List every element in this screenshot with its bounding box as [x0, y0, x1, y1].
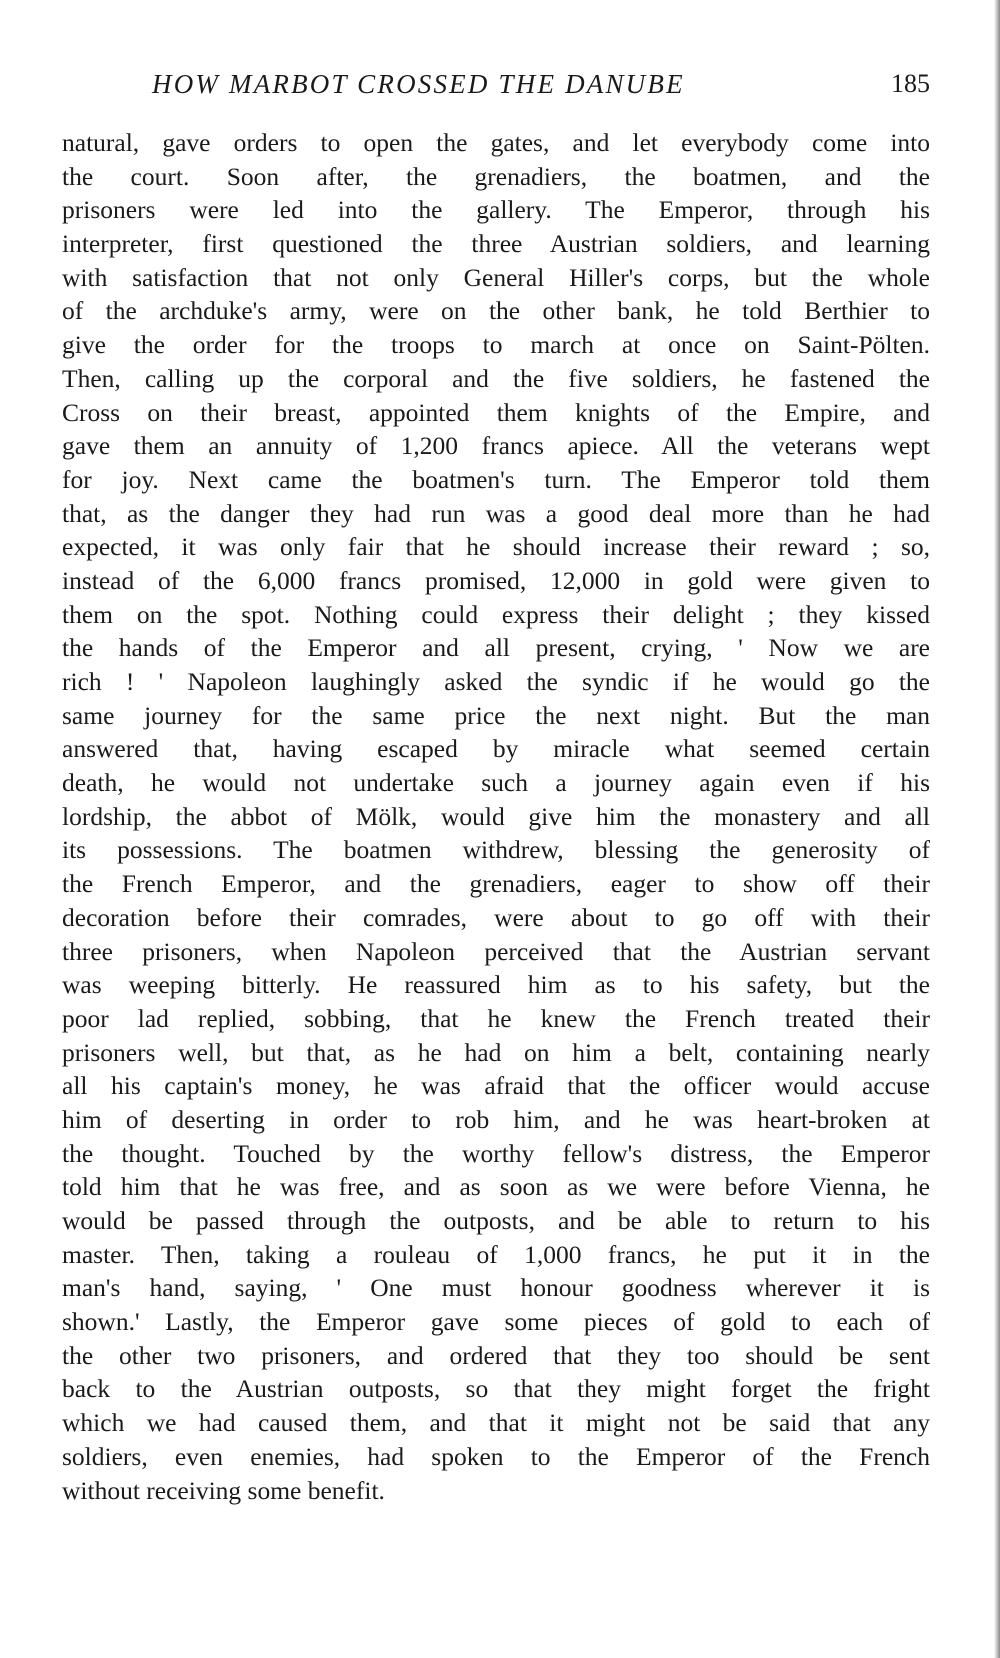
- text-line: lordship, the abbot of Mölk, would give him the monastery and all: [62, 801, 930, 831]
- text-line: three prisoners, when Napoleon perceived that the Austrian servant: [62, 936, 930, 966]
- text-line: which we had caused them, and that it might not be said that any: [62, 1408, 930, 1438]
- text-line: man's hand, saying, ' One must honour goodness wherever it is: [62, 1273, 930, 1303]
- text-line: interpreter, first questioned the three Austrian soldiers, and learning: [62, 229, 930, 259]
- text-line: the court. Soon after, the grenadiers, the boatmen, and the: [62, 161, 930, 191]
- text-line: expected, it was only fair that he should increase their reward ; so,: [62, 532, 930, 562]
- text-line: all his captain's money, he was afraid that the officer would accuse: [62, 1071, 930, 1101]
- text-line: with satisfaction that not only General Hiller's corps, but the whole: [62, 262, 930, 292]
- text-line: master. Then, taking a rouleau of 1,000 francs, he put it in the: [62, 1239, 930, 1269]
- text-line: gave them an annuity of 1,200 francs apiece. All the veterans wept: [62, 431, 930, 461]
- page-number: 185: [891, 69, 930, 98]
- text-line: that, as the danger they had run was a good deal more than he had: [62, 498, 930, 528]
- text-line: decoration before their comrades, were about to go off with their: [62, 902, 930, 932]
- running-title: HOW MARBOT CROSSED THE DANUBE: [152, 69, 685, 99]
- text-line: soldiers, even enemies, had spoken to the Emperor of the French: [62, 1441, 930, 1471]
- text-line: prisoners were led into the gallery. The Emperor, through his: [62, 195, 930, 225]
- text-line: poor lad replied, sobbing, that he knew the French treated their: [62, 1003, 930, 1033]
- text-line: rich ! ' Napoleon laughingly asked the syndic if he would go the: [62, 667, 930, 696]
- text-line: Then, calling up the corporal and the five soldiers, he fastened the: [62, 363, 930, 393]
- text-line: shown.' Lastly, the Emperor gave some pieces of gold to each of: [62, 1307, 930, 1337]
- page-edge-shadow: [994, 0, 1000, 1658]
- text-line: the thought. Touched by the worthy fellow's distress, the Emperor: [62, 1138, 930, 1168]
- text-line: back to the Austrian outposts, so that they might forget the fright: [62, 1374, 930, 1404]
- text-line: give the order for the troops to march at once on Saint-Pölten.: [62, 330, 930, 360]
- text-line: instead of the 6,000 francs promised, 12,000 in gold were given to: [62, 565, 930, 595]
- text-line: its possessions. The boatmen withdrew, blessing the generosity of: [62, 835, 930, 865]
- text-line: of the archduke's army, were on the other bank, he told Berthier to: [62, 296, 930, 326]
- text-line: same journey for the same price the next night. But the man: [62, 700, 930, 730]
- text-line: him of deserting in order to rob him, and he was heart-broken at: [62, 1104, 930, 1134]
- text-line: death, he would not undertake such a journey again even if his: [62, 768, 930, 798]
- text-line: natural, gave orders to open the gates, and let everybody come into: [62, 128, 930, 157]
- text-line: told him that he was free, and as soon as we were before Vienna, he: [62, 1172, 930, 1202]
- text-line: them on the spot. Nothing could express their delight ; they kissed: [62, 599, 930, 629]
- text-line: prisoners well, but that, as he had on him a belt, containing nearly: [62, 1037, 930, 1067]
- text-line: Cross on their breast, appointed them knights of the Empire, and: [62, 397, 930, 427]
- running-head: [152, 66, 930, 106]
- text-line: the French Emperor, and the grenadiers, eager to show off their: [62, 869, 930, 899]
- text-line: for joy. Next came the boatmen's turn. The Emperor told them: [62, 464, 930, 494]
- text-line: the hands of the Emperor and all present, crying, ' Now we are: [62, 633, 930, 663]
- body-text: [62, 126, 930, 1507]
- text-line: was weeping bitterly. He reassured him as to his safety, but the: [62, 970, 930, 1000]
- text-line: would be passed through the outposts, and be able to return to his: [62, 1206, 930, 1235]
- text-line: answered that, having escaped by miracle what seemed certain: [62, 734, 930, 764]
- text-line: the other two prisoners, and ordered that they too should be sent: [62, 1340, 930, 1370]
- text-line: without receiving some benefit.: [62, 1475, 385, 1505]
